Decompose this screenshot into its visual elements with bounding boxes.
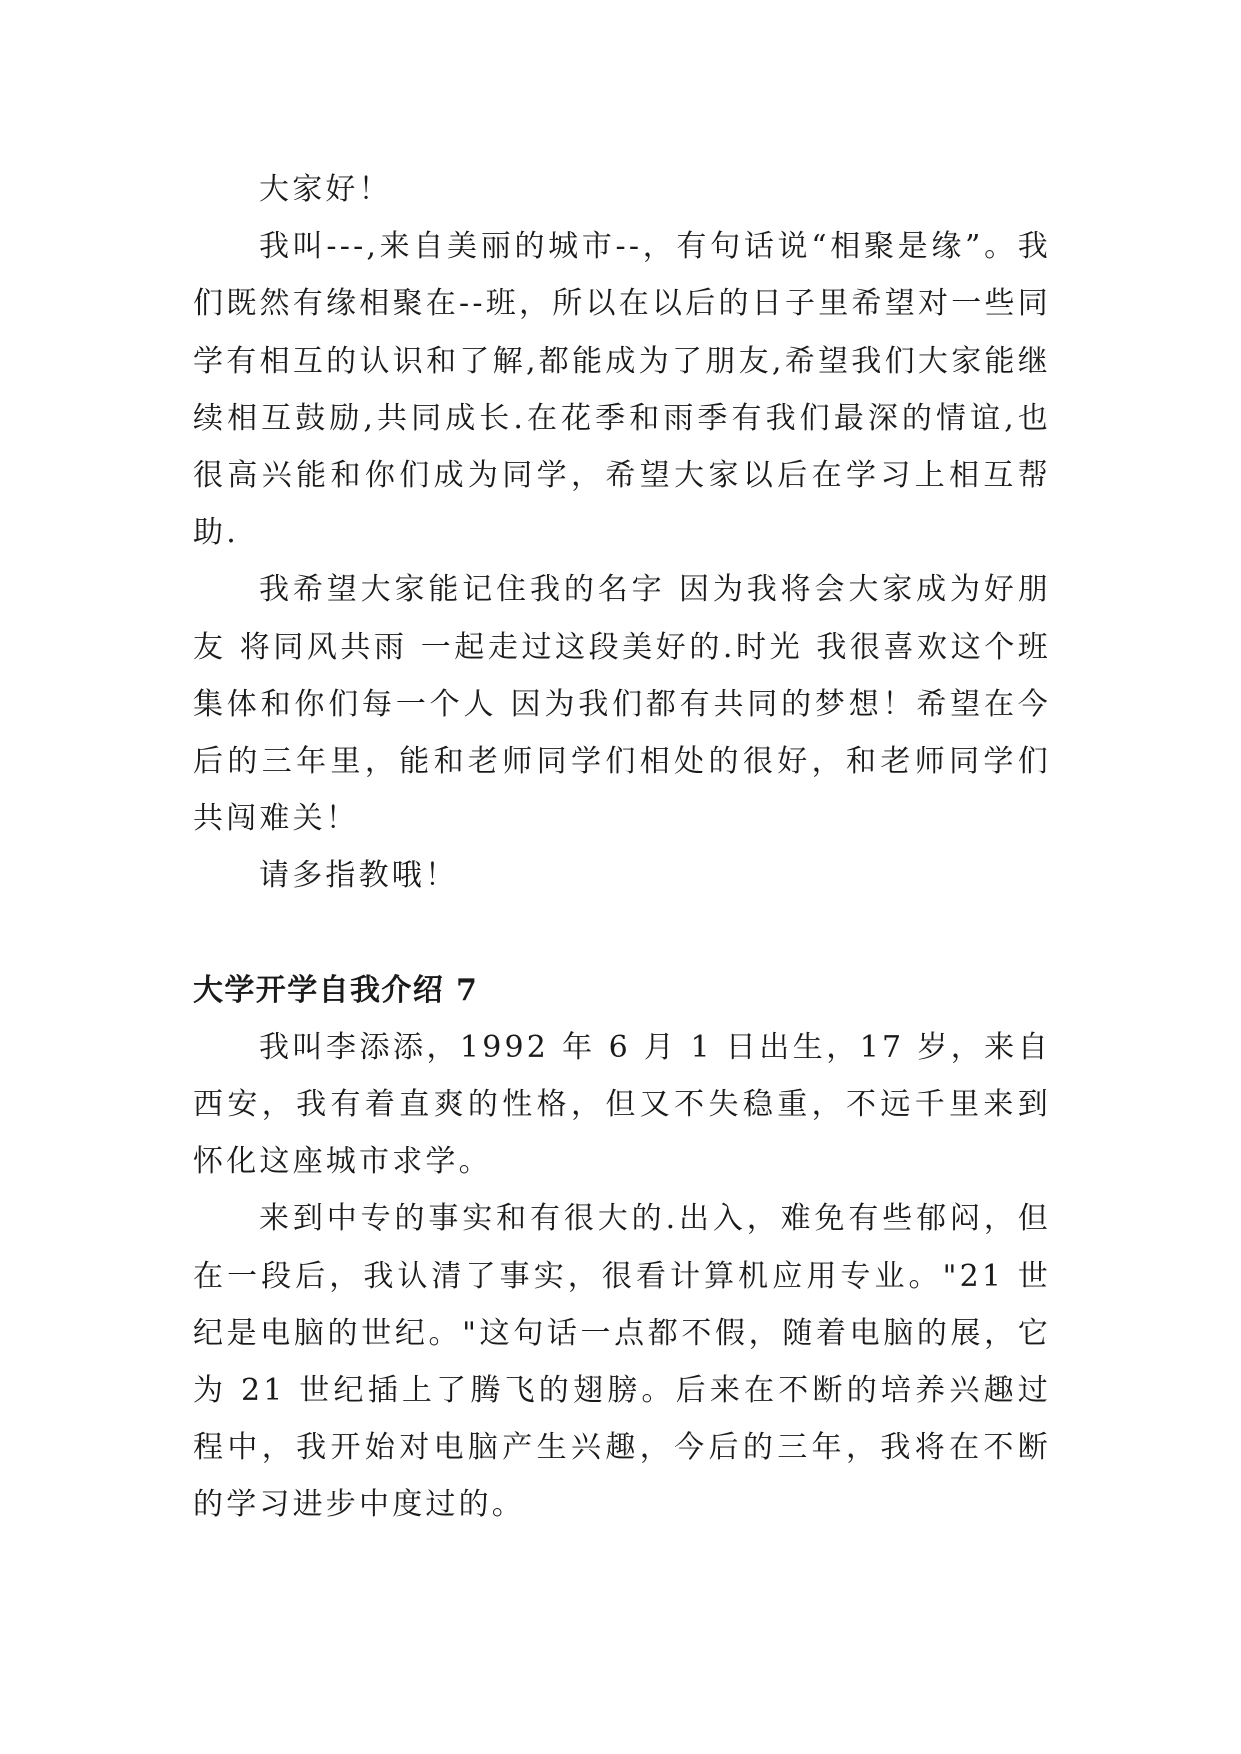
section-spacer <box>193 905 1051 962</box>
section-heading: 大学开学自我介绍 7 <box>193 972 479 1008</box>
wish-paragraph: 我希望大家能记住我的名字 因为我将会大家成为好朋友 将同风共雨 一起走过这段美好的.时光 我很喜欢这个班集体和你们每一个人 因为我们都有共同的梦想！希望在今后的三年里，能和老师同学们相处的很好，和老师同学们共闯难关！ <box>193 572 1051 837</box>
intro-paragraph: 我叫---,来自美丽的城市--，有句话说“相聚是缘”。我们既然有缘相聚在--班，所以在以后的日子里希望对一些同学有相互的认识和了解,都能成为了朋友,希望我们大家能继续相互鼓励,共同成长.在花季和雨季有我们最深的情谊,也很高兴能和你们成为同学，希望大家以后在学习上相互帮助. <box>193 229 1051 551</box>
self-intro-paragraph: 我叫李添添，1992 年 6 月 1 日出生，17 岁，来自西安，我有着直爽的性格，但又不失稳重，不远千里来到怀化这座城市求学。 <box>193 1029 1051 1180</box>
major-paragraph: 来到中专的事实和有很大的.出入，难免有些郁闷，但在一段后，我认清了事实，很看计算机应用专业。"21 世纪是电脑的世纪。"这句话一点都不假，随着电脑的展，它为 21 世纪插上了腾飞的翅膀。后来在不断的培养兴趣过程中，我开始对电脑产生兴趣，今后的三年，我将在不断的学习进步中度过的。 <box>193 1201 1051 1523</box>
closing-line: 请多指教哦！ <box>259 858 459 894</box>
document-body <box>193 161 1051 1534</box>
greeting-line: 大家好！ <box>259 172 392 207</box>
